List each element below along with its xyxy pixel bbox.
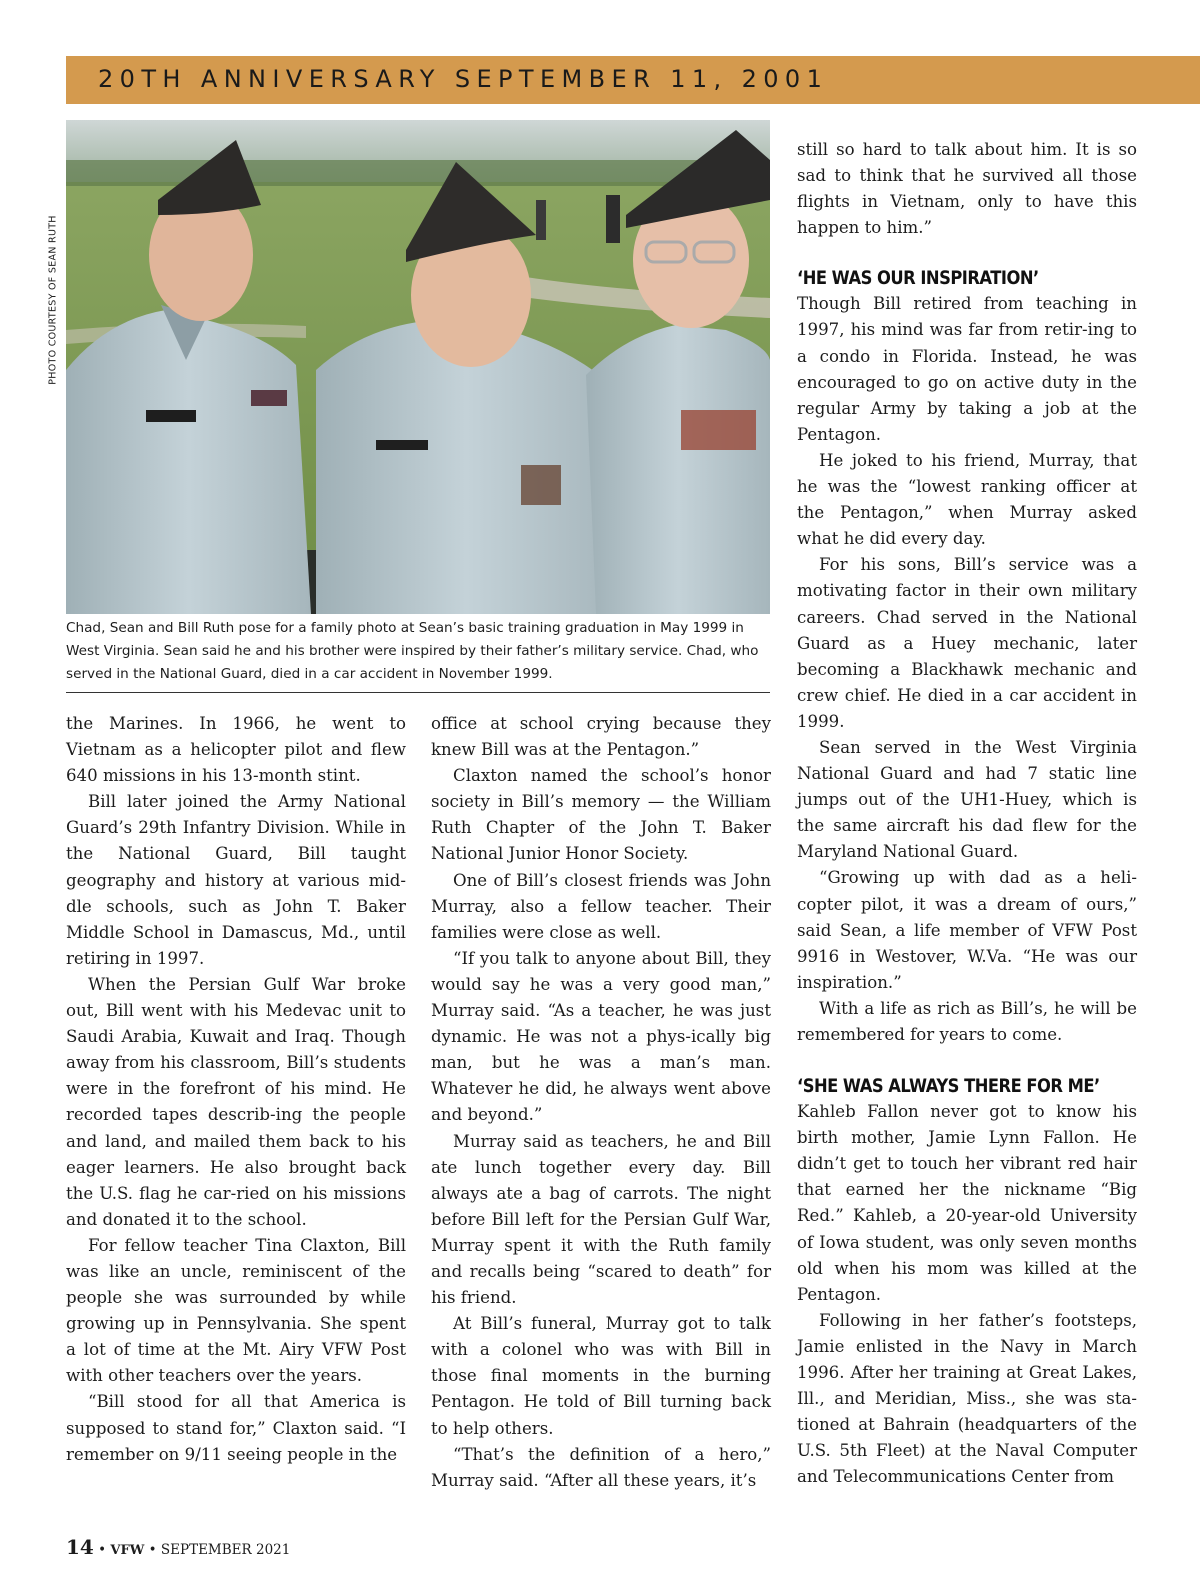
paragraph: With a life as rich as Bill’s, he will be remembered for years to come. bbox=[797, 998, 1137, 1044]
footer-separator: • bbox=[148, 1542, 157, 1558]
footer-separator: • bbox=[98, 1542, 107, 1558]
paragraph: “Bill stood for all that America is supposed to stand for,” Claxton said. “I remember on 9/11 seeing people in the bbox=[66, 1392, 406, 1464]
issue-date: SEPTEMBER 2021 bbox=[160, 1542, 291, 1558]
paragraph: Following in her father’s footsteps, Jamie enlisted in the Navy in March 1996. After her training at Great Lakes, Ill., and Meridian, Miss., she was sta-tioned at Bahrain (headquarters of the U.S. 5th Fleet) at the Naval Computer and Telecommunications Center from bbox=[797, 1310, 1137, 1487]
paragraph: “Growing up with dad as a heli-copter pilot, it was a dream of ours,” said Sean, a life member of VFW Post 9916 in Westover, W.Va. “He was our inspiration.” bbox=[797, 868, 1137, 992]
paragraph: still so hard to talk about him. It is so sad to think that he survived all those flights in Vietnam, only to have this happen to him.” bbox=[797, 140, 1137, 238]
photo-caption: Chad, Sean and Bill Ruth pose for a family photo at Sean’s basic training graduation in May 1999 in West Virginia. Sean said he and his brother were inspired by their father’s military service. Chad, who served in the National Guard, died in a car accident in November 1999. bbox=[66, 620, 759, 682]
photo-credit-text: PHOTO COURTESY OF SEAN RUTH bbox=[47, 215, 59, 385]
paragraph: At Bill’s funeral, Murray got to talk with a colonel who was with Bill in those final moments in the burning Pentagon. He told of Bill turning back to help others. bbox=[431, 1314, 771, 1438]
paragraph: Murray said as teachers, he and Bill ate lunch together every day. Bill always ate a bag of carrots. The night before Bill left for the Persian Gulf War, Murray spent it with the Ruth family and recalls being “scared to death” for his friend. bbox=[431, 1131, 771, 1308]
paragraph: Claxton named the school’s honor society in Bill’s memory — the William Ruth Chapter of the John T. Baker National Junior Honor Society. bbox=[431, 766, 771, 864]
article-column-1 bbox=[66, 711, 406, 1468]
paragraph: Kahleb Fallon never got to know his birth mother, Jamie Lynn Fallon. He didn’t get to touch her vibrant red hair that earned her the nickname “Big Red.” Kahleb, a 20-year-old University of Iowa student, was only seven months old when his mom was killed at the Pentagon. bbox=[797, 1102, 1137, 1304]
paragraph: He joked to his friend, Murray, that he was the “lowest ranking officer at the Pentagon,” when Murray asked what he did every day. bbox=[797, 450, 1137, 549]
section-banner bbox=[66, 56, 1200, 104]
article-column-2 bbox=[431, 711, 771, 1494]
article-column-3 bbox=[797, 137, 1137, 1491]
paragraph: Bill later joined the Army National Guard’s 29th Infantry Division. While in the National Guard, Bill taught geography and history at various mid-dle schools, such as John T. Baker Middle School in Damascus, Md., until retiring in 1997. bbox=[66, 792, 406, 968]
family-photo bbox=[66, 120, 770, 614]
paragraph: Sean served in the West Virginia National Guard and had 7 static line jumps out of the UH1-Huey, which is the same aircraft his dad flew for the Maryland National Guard. bbox=[797, 737, 1137, 862]
page-footer bbox=[66, 1535, 290, 1559]
family-photo-illustration bbox=[66, 120, 770, 614]
subheading-always-there: ‘SHE WAS ALWAYS THERE FOR ME’ bbox=[797, 1075, 1100, 1098]
paragraph: For his sons, Bill’s service was a motivating factor in their own military careers. Chad served in the National Guard as a Huey mechanic, later becoming a Blackhawk mechanic and crew chief. He died in a car accident in 1999. bbox=[797, 555, 1137, 731]
paragraph: Though Bill retired from teaching in 1997, his mind was far from retir-ing to a condo in Florida. Instead, he was encouraged to go on active duty in the regular Army by taking a job at the Pentagon. bbox=[797, 294, 1137, 444]
paragraph: the Marines. In 1966, he went to Vietnam as a helicopter pilot and flew 640 missions in his 13-month stint. bbox=[66, 714, 406, 786]
magazine-name: VFW bbox=[110, 1543, 145, 1558]
paragraph: For fellow teacher Tina Claxton, Bill was like an uncle, reminiscent of the people she was surrounded by while growing up in Pennsylvania. She spent a lot of time at the Mt. Airy VFW Post with other teachers over the years. bbox=[66, 1235, 406, 1386]
paragraph: “If you talk to anyone about Bill, they would say he was a very good man,” Murray said. “As a teacher, he was just dynamic. He was not a phys-ically big man, but he was a man’s man. Whatever he did, he always went above and beyond.” bbox=[431, 948, 771, 1125]
page-number: 14 bbox=[66, 1535, 94, 1559]
paragraph: One of Bill’s closest friends was John Murray, also a fellow teacher. Their families were close as well. bbox=[431, 870, 771, 942]
paragraph: When the Persian Gulf War broke out, Bill went with his Medevac unit to Saudi Arabia, Kuwait and Iraq. Though away from his classroom, Bill’s students were in the forefront of his mind. He recorded tapes describ-ing the people and land, and mailed them back to his eager learners. He also brought back the U.S. flag he car-ried on his missions and donated it to the school. bbox=[66, 974, 406, 1229]
caption-divider bbox=[66, 692, 770, 693]
banner-title: 20TH ANNIVERSARY SEPTEMBER 11, 2001 bbox=[98, 65, 829, 93]
paragraph: “That’s the definition of a hero,” Murray said. “After all these years, it’s bbox=[431, 1444, 771, 1490]
paragraph: office at school crying because they knew Bill was at the Pentagon.” bbox=[431, 714, 771, 760]
subheading-inspiration: ‘HE WAS OUR INSPIRATION’ bbox=[797, 267, 1039, 290]
